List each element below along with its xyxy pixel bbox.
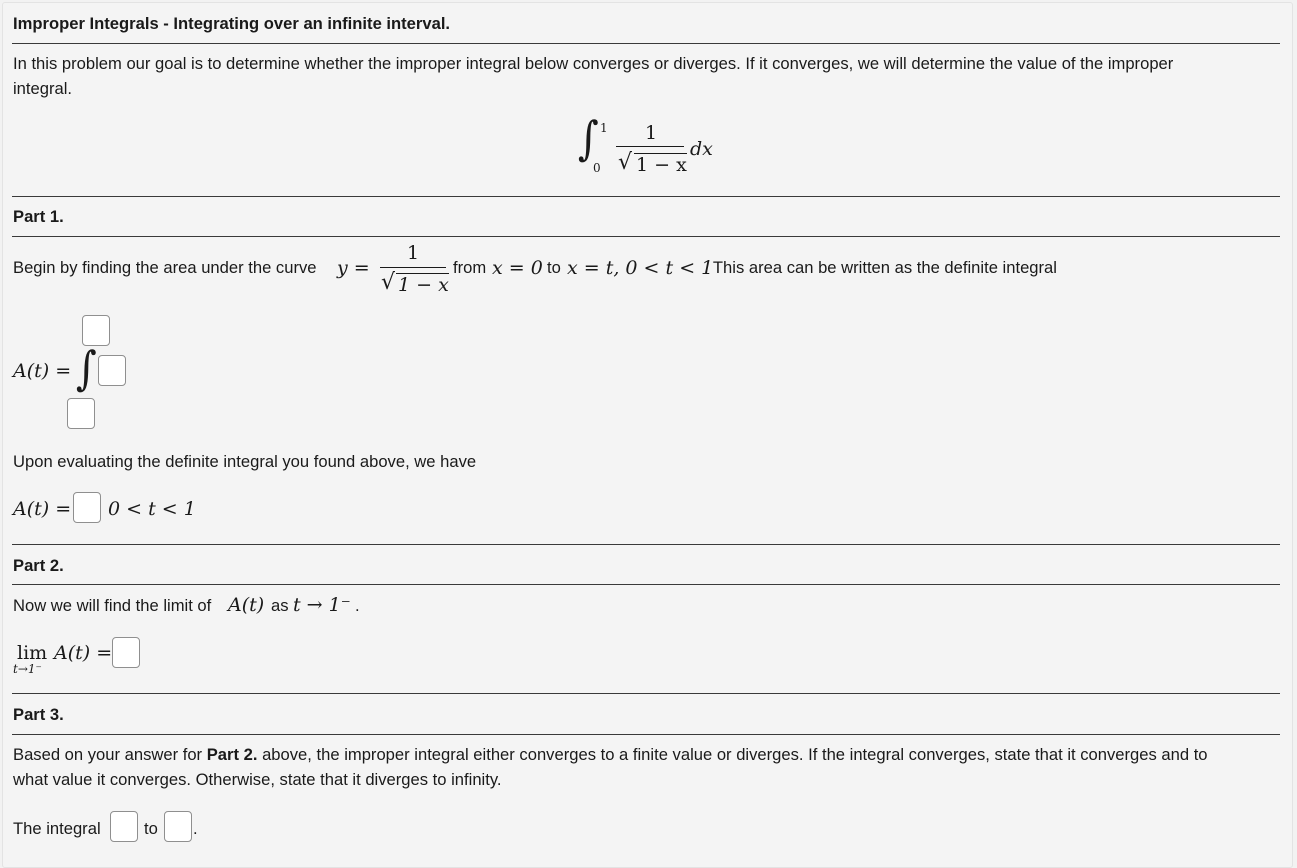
divider — [12, 196, 1280, 197]
fraction-bar — [616, 146, 684, 147]
page-title: Improper Integrals - Integrating over an infinite interval. — [13, 14, 451, 33]
value-input[interactable] — [164, 811, 192, 842]
radical-icon: √ — [618, 150, 633, 175]
curve-radicand: 1 − x — [398, 274, 449, 296]
at-expression-input[interactable] — [73, 492, 101, 523]
at-lhs — [13, 360, 71, 382]
lim-rhs: A(t) = — [54, 642, 113, 664]
divider — [12, 544, 1280, 545]
radical-icon: √ — [381, 270, 396, 295]
intro-line-2: integral. — [13, 79, 73, 98]
part1-heading: Part 1. — [13, 207, 64, 226]
part3-text-a: Based on your answer for — [13, 745, 203, 764]
divider — [12, 734, 1280, 735]
at-lhs-2: A(t) = — [13, 498, 72, 520]
integral-sign-icon: ∫ — [76, 342, 97, 396]
divider — [12, 693, 1280, 694]
answer-mid: to — [144, 819, 158, 838]
part3-heading: Part 3. — [13, 705, 64, 724]
part3-text-b: Part 2. — [206, 745, 258, 764]
integrand-numerator: 1 — [645, 122, 658, 144]
lim-subscript: t→1⁻ — [13, 662, 42, 676]
part3-line-1 — [13, 745, 1208, 765]
curve-fraction — [380, 242, 449, 298]
limit-input[interactable] — [112, 637, 140, 668]
fraction-bar — [380, 267, 446, 268]
integrand-input[interactable] — [98, 355, 126, 386]
curve-lhs: y = — [337, 257, 370, 279]
lower-limit-input[interactable] — [67, 398, 95, 429]
to-expr: x = t, 0 < t < 1 — [567, 257, 714, 279]
lower-limit: 0 — [593, 161, 601, 175]
period: . — [355, 596, 360, 615]
display-integral — [578, 112, 728, 180]
divider — [12, 236, 1280, 237]
answer-prefix: The integral — [13, 819, 101, 838]
to-text: to — [547, 258, 561, 277]
part1-text-after: . This area can be written as the definite integral — [704, 258, 1057, 277]
upper-limit: 1 — [600, 121, 608, 135]
from-text: from — [453, 258, 487, 277]
integral-sign-icon: ∫ — [578, 112, 599, 166]
limit-expr: t → 1⁻ — [293, 594, 351, 616]
part2-heading: Part 2. — [13, 556, 64, 575]
divider — [12, 43, 1280, 44]
part2-at: A(t) — [228, 594, 265, 616]
t-condition: 0 < t < 1 — [108, 498, 196, 520]
integrand-radicand: 1 − x — [636, 154, 687, 176]
curve-numerator: 1 — [407, 242, 420, 264]
as-text: as — [271, 596, 289, 615]
converge-diverge-input[interactable] — [110, 811, 138, 842]
part1-text: Begin by finding the area under the curve — [13, 258, 317, 277]
part3-text-c: above, the improper integral either converges to a finite value or diverges. If the integral converges, state that it converges and to — [262, 745, 1208, 764]
differential: dx — [690, 138, 713, 160]
lim-label: lim — [17, 642, 48, 664]
answer-end: . — [193, 819, 198, 838]
at-lhs-text: A(t) = — [13, 360, 72, 382]
upper-limit-input[interactable] — [82, 315, 110, 346]
evaluate-text: Upon evaluating the definite integral you found above, we have — [13, 452, 477, 471]
from-expr: x = 0 — [492, 257, 543, 279]
intro-line-1: In this problem our goal is to determine whether the improper integral below converges or diverges. If it converges, we will determine the value of the improper — [13, 54, 1174, 73]
part3-line-2: what value it converges. Otherwise, state that it diverges to infinity. — [13, 770, 502, 789]
part2-text: Now we will find the limit of — [13, 596, 212, 615]
divider — [12, 584, 1280, 585]
